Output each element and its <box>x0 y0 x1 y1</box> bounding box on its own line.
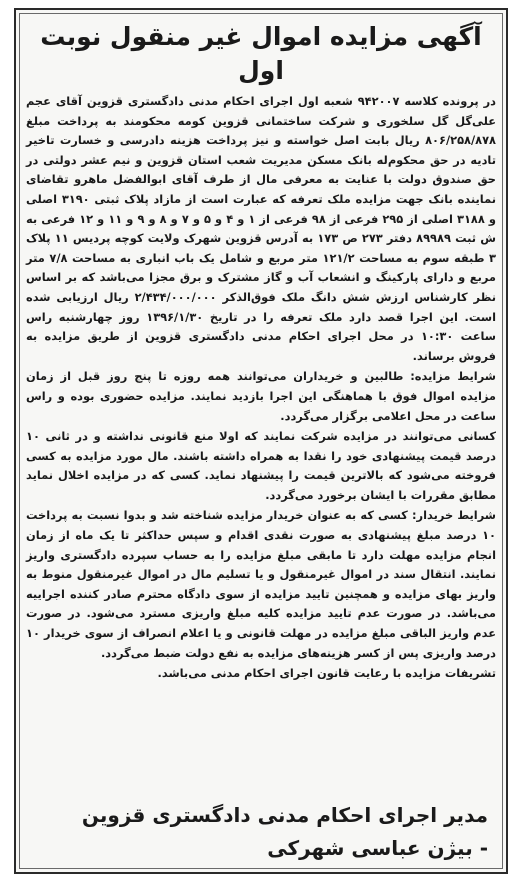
signature-block <box>28 798 488 864</box>
paragraph-participants: کسانی می‌توانند در مزایده شرکت نمایند که اولا منع قانونی نداشته و در ثانی ۱۰ درصد قیمت پیشنهادی خود را نقدا به همراه داشته باشند. مال مورد مزایده به کسی فروخته می‌شود که بالاترین قیمت را پیشنهاد نماید. کسی که در مزایده اخلال نماید مطابق مقررات با ایشان برخورد می‌گردد. <box>26 429 496 502</box>
paragraph-formalities: تشریفات مزایده با رعایت قانون اجرای احکام مدنی می‌باشد. <box>157 666 496 681</box>
notice-title: آگهی مزایده اموال غیر منقول نوبت اول <box>40 22 482 85</box>
signature-role: مدیر اجرای احکام مدنی دادگستری قزوین <box>81 803 488 827</box>
paragraph-buyer-conditions: شرایط خریدار: کسی که به عنوان خریدار مزایده شناخته شد و بدوا نسبت به پرداخت ۱۰ درصد مبلغ پیشنهادی به صورت نقدی اقدام و سپس حداکثر تا یک ماه از زمان انجام مزایده مهلت دارد تا مابقی مبلغ مزایده را به حساب سپرده دادگستری واریز نمایند. انتقال سند در اموال غیرمنقول و یا تسلیم مال در اموال غیرمنقول منوط به واریز بهای مزایده و همچنین تایید مزایده از سوی دادگاه محترم صادر کننده اجراییه می‌باشد. در صورت عدم تایید مزایده کلیه مبلغ واریزی مسترد می‌شود. در صورت عدم واریز الباقی مبلغ مزایده در مهلت قانونی و یا اعلام انصراف از سوی خریدار ۱۰ درصد واریزی پس از کسر هزینه‌های مزایده به نفع دولت ضبط می‌گردد. <box>26 508 496 660</box>
notice-body <box>26 92 496 684</box>
paragraph-case-details: در پرونده کلاسه ۹۴۲۰۰۷ شعبه اول اجرای احکام مدنی دادگستری قزوین آقای عجم علی‌گل گل سلخوری و شرکت ساختمانی قزوین کومه محکومند به پرداخت مبلغ ۸۰۶/۲۵۸/۸۷۸ ریال بابت اصل خواسته و نیز پرداخت هزینه دادرسی و خسارت تاخیر تادیه در حق محکوم‌له بانک مسکن مدیریت شعب استان قزوین و نیم عشر دولتی در حق صندوق دولت با عنایت به معرفی مال از طرف آقای ابوالفضل ماهرو تقاضای نماینده بانک جهت مزایده ملک تعرفه که عبارت است از مازاد پلاک ثبتی ۳۱۹۰ اصلی و ۳۱۸۸ اصلی از ۲۹۵ فرعی از ۹۸ فرعی از ۱ و ۴ و ۵ و ۷ و ۸ و ۹ و ۱۱ و ۱۲ فرعی به ش ثبت ۸۹۹۸۹ دفتر ۲۷۳ ص ۱۷۳ به آدرس قزوین شهرک ولایت کوچه پردیس ۱۱ پلاک ۳ طبقه سوم به مساحت ۱۲۱/۲ متر مربع و شامل یک باب انباری به مساحت ۷/۸ متر مربع و دارای پارکینگ و انشعاب آب و گاز مشترک و برق مجزا می‌باشد که بر اساس نظر کارشناس ارزش شش دانگ ملک فوق‌الذکر ۲/۴۳۴/۰۰۰/۰۰۰ ریال ارزیابی شده است. این اجرا قصد دارد ملک تعرفه را در تاریخ ۱۳۹۶/۱/۳۰ روز چهارشنبه راس ساعت ۱۰:۳۰ در محل اجرای احکام مدنی دادگستری قزوین از طریق مزایده به فروش برساند. <box>26 94 496 363</box>
signature-name: - بیژن عباسی شهرکی <box>267 836 488 860</box>
auction-notice <box>14 8 508 874</box>
paragraph-auction-conditions: شرایط مزایده: طالبین و خریداران می‌توانند همه روزه تا پنج روز قبل از زمان مزایده اموال فوق با هماهنگی این اجرا بازدید نمایند. مزایده حضوری بوده و راس ساعت در محل اعلامی برگزار می‌گردد. <box>26 369 496 423</box>
